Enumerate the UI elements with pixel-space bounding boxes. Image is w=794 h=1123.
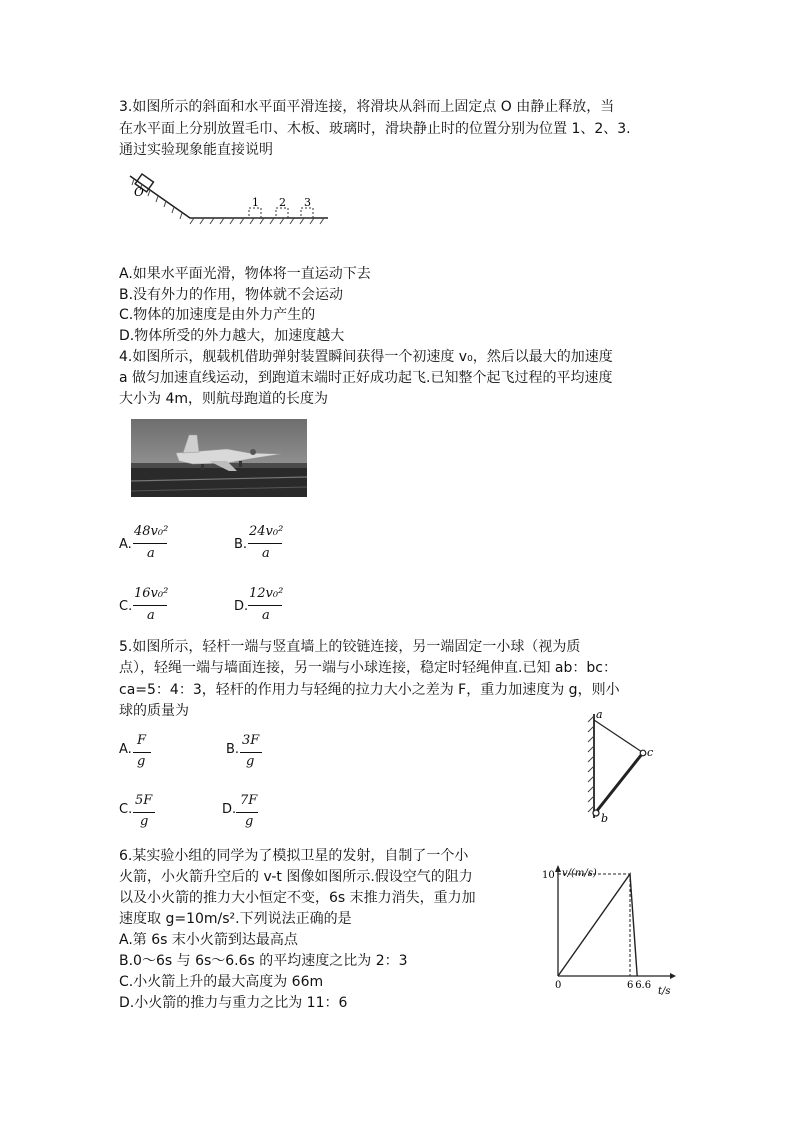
q3-incline-figure bbox=[128, 168, 333, 234]
chart-y-arrow bbox=[555, 865, 561, 872]
q4-option-b-denominator: a bbox=[262, 546, 270, 561]
chart-x-arrow bbox=[670, 973, 676, 979]
chart-x-tick-label: 0 bbox=[555, 980, 562, 991]
q3-line-2: 在水平面上分别放置毛巾、木板、玻璃时，滑块静止时的位置分别为位置 1、2、3. bbox=[119, 121, 631, 137]
q4-option-b-numerator: 24v₀² bbox=[249, 524, 284, 539]
q5-line-3: ca=5：4：3，轻杆的作用力与轻绳的拉力大小之差为 F，重力加速度为 g，则小 bbox=[119, 682, 620, 698]
q6-option-d: D.小火箭的推力与重力之比为 11：6 bbox=[119, 995, 348, 1011]
q4-option-a-label: A. bbox=[119, 537, 132, 552]
q4-option-d-denominator: a bbox=[262, 608, 270, 623]
q4-line-1: 4.如图所示，舰载机借助弹射装置瞬间获得一个初速度 v₀，然后以最大的加速度 bbox=[119, 349, 613, 365]
chart-x-tick-label: 6.6 bbox=[635, 980, 652, 991]
q5-option-a-numerator: F bbox=[137, 733, 147, 748]
q5-line-4: 球的质量为 bbox=[119, 703, 189, 719]
q5-option-a-label: A. bbox=[119, 742, 132, 757]
q5-label-c: c bbox=[647, 746, 654, 759]
q4-aircraft-photo bbox=[131, 419, 307, 497]
q4-option-d-label: D. bbox=[234, 599, 249, 614]
q5-option-d-numerator: 7F bbox=[240, 793, 258, 808]
q4-line-2: a 做匀加速直线运动，到跑道末端时正好成功起飞.已知整个起飞过程的平均速度 bbox=[119, 370, 613, 386]
q5-option-c-denominator: g bbox=[140, 814, 149, 829]
q3-label-1: 1 bbox=[252, 196, 259, 209]
q3-option-b: B.没有外力的作用，物体就不会运动 bbox=[119, 287, 344, 303]
q3-label-2: 2 bbox=[279, 196, 286, 209]
q5-option-b-label: B. bbox=[226, 742, 240, 757]
q6-line-1: 6.某实验小组的同学为了模拟卫星的发射，自制了一个小 bbox=[119, 848, 469, 864]
q3-line-3: 通过实验现象能直接说明 bbox=[119, 142, 273, 158]
q5-option-b-denominator: g bbox=[246, 754, 255, 769]
q4-option-c-label: C. bbox=[119, 599, 133, 614]
chart-ylabel: v/(m/s) bbox=[562, 868, 597, 879]
q3-line-1: 3.如图所示的斜面和水平面平滑连接，将滑块从斜而上固定点 O 由静止释放，当 bbox=[119, 99, 615, 115]
q3-label-3: 3 bbox=[304, 196, 311, 209]
q5-label-b: b bbox=[601, 812, 609, 824]
q5-option-c-numerator: 5F bbox=[135, 793, 153, 808]
q4-option-d-numerator: 12v₀² bbox=[249, 586, 284, 601]
q4-option-b-label: B. bbox=[234, 537, 248, 552]
q5-label-a: a bbox=[596, 708, 603, 721]
q5-option-b-numerator: 3F bbox=[242, 733, 260, 748]
q5-option-a-denominator: g bbox=[137, 754, 146, 769]
q6-vt-chart bbox=[540, 862, 680, 1002]
q5-line-2: 点），轻绳一端与墙面连接，另一端与小球连接，稳定时轻绳伸直.已知 ab：bc： bbox=[119, 660, 617, 676]
q5-option-d-denominator: g bbox=[245, 814, 254, 829]
q6-option-b: B.0～6s 与 6s～6.6s 的平均速度之比为 2：3 bbox=[119, 953, 408, 969]
q5-line-1: 5.如图所示，轻杆一端与竖直墙上的铰链连接，另一端固定一小球（视为质 bbox=[119, 639, 581, 655]
q6-line-2: 火箭，小火箭升空后的 v-t 图像如图所示.假设空气的阻力 bbox=[119, 869, 473, 885]
q3-option-c: C.物体的加速度是由外力产生的 bbox=[119, 307, 316, 323]
q4-option-c-numerator: 16v₀² bbox=[134, 586, 169, 601]
q4-option-c-denominator: a bbox=[147, 608, 155, 623]
q6-option-a: A.第 6s 末小火箭到达最高点 bbox=[119, 932, 298, 948]
q4-option-a-numerator: 48v₀² bbox=[134, 524, 169, 539]
q6-option-c: C.小火箭上升的最大高度为 66m bbox=[119, 974, 324, 990]
chart-series-line bbox=[558, 874, 637, 976]
chart-xlabel: t/s bbox=[658, 986, 671, 997]
chart-y-tick-label: 10 bbox=[542, 870, 555, 881]
q5-option-d-label: D. bbox=[222, 802, 237, 817]
q4-line-3: 大小为 4m，则航母跑道的长度为 bbox=[119, 391, 328, 407]
q6-line-3: 以及小火箭的推力大小恒定不变，6s 末推力消失，重力加 bbox=[119, 890, 476, 906]
q4-option-a-denominator: a bbox=[147, 546, 155, 561]
q3-option-d: D.物体所受的外力越大，加速度越大 bbox=[119, 328, 345, 344]
q5-option-c-label: C. bbox=[119, 802, 133, 817]
q5-rod-rope-figure bbox=[584, 708, 684, 824]
q3-label-o: O bbox=[134, 185, 144, 199]
chart-x-tick-label: 6 bbox=[627, 980, 634, 991]
q6-line-4: 速度取 g=10m/s².下列说法正确的是 bbox=[119, 911, 352, 927]
q3-option-a: A.如果水平面光滑，物体将一直运动下去 bbox=[119, 266, 371, 282]
